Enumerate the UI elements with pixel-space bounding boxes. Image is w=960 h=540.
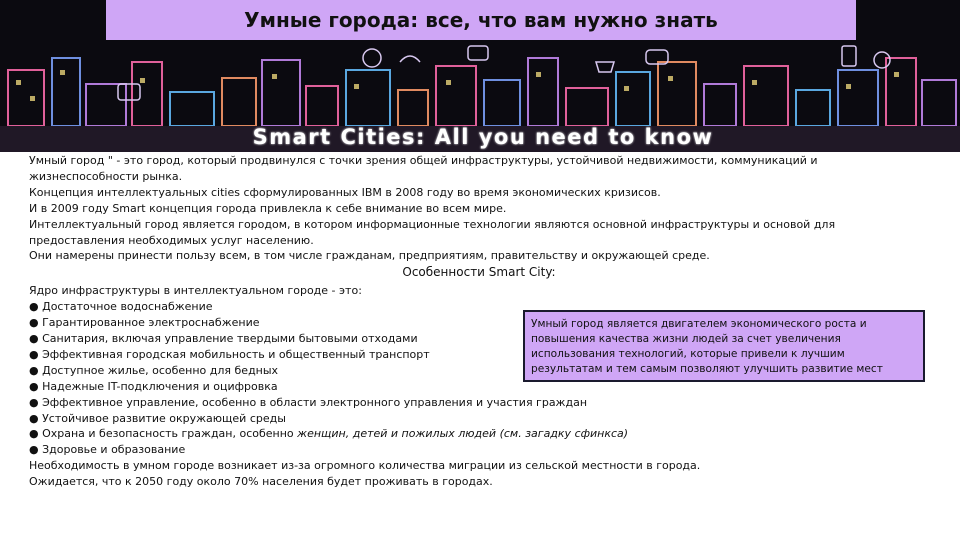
- settings-icon: [874, 52, 890, 68]
- title-box: [106, 0, 856, 40]
- list-item: ● Эффективная городская мобильность и общественный транспорт: [29, 347, 430, 361]
- list-item: ● Надежные IT-подключения и оцифровка: [29, 379, 278, 393]
- closing-paragraph: Ожидается, что к 2050 году около 70% населения будет проживать в городах.: [29, 475, 493, 489]
- callout-box: [523, 310, 925, 382]
- callout-text: Умный город является двигателем экономического роста и повышения качества жизни людей за счет увеличения использования технологий, которые привели к лучшим результатам и тем самым позволяют улучшить развитие мест: [531, 318, 883, 375]
- shopping-cart-icon: [596, 62, 614, 72]
- core-heading: Ядро инфраструктуры в интеллектуальном городе - это:: [29, 284, 362, 298]
- list-item: ● Здоровье и образование: [29, 443, 186, 457]
- safety-prefix: ● Охрана и безопасность граждан, особенно: [29, 427, 298, 441]
- closing-paragraph: Необходимость в умном городе возникает из-за огромного количества миграции из сельской местности в города.: [29, 459, 701, 473]
- location-pin-icon: [363, 49, 381, 67]
- page-title: Умные города: все, что вам нужно знать: [244, 8, 718, 32]
- phone-icon: [842, 46, 856, 66]
- list-item: ● Санитария, включая управление твердыми бытовыми отходами: [29, 331, 418, 345]
- cloud-icon: [468, 46, 488, 60]
- hero-banner: [0, 0, 960, 152]
- section-subtitle: Особенности Smart City:: [402, 265, 556, 280]
- list-item: ● Эффективное управление, особенно в области электронного управления и участия граждан: [29, 395, 588, 409]
- safety-italic: женщин, детей и пожилых людей (см. загадку сфинкса): [297, 427, 629, 441]
- list-item: ● Доступное жилье, особенно для бедных: [29, 363, 279, 377]
- intro-paragraph: Они намерены принести пользу всем, в том числе гражданам, предприятиям, правительству и окружающей среде.: [29, 249, 710, 263]
- list-item: ● Достаточное водоснабжение: [29, 300, 213, 314]
- message-icon: [118, 84, 140, 100]
- intro-paragraph: Интеллектуальный город является городом, в котором информационные технологии являются основной инфраструктуры и основой для предоставления необходимых услуг населению.: [29, 217, 836, 247]
- list-item: ● Гарантированное электроснабжение: [29, 316, 260, 330]
- banner-caption: Smart Cities: All you need to know: [252, 125, 714, 149]
- wifi-icon: [400, 56, 420, 62]
- intro-paragraph: И в 2009 году Smart концепция города привлекла к себе внимание во всем мире.: [29, 201, 507, 215]
- list-item: ● Устойчивое развитие окружающей среды: [29, 411, 286, 425]
- intro-paragraph: Умный город " - это город, который продвинулся с точки зрения общей инфраструктуры, устойчивой недвижимости, коммуникаций и жизнеспособности рынка.: [29, 154, 818, 183]
- list-item-safety: [29, 426, 929, 442]
- intro-paragraph: Концепция интеллектуальных cities сформулированных IBM в 2008 году во время экономических кризисов.: [29, 185, 661, 199]
